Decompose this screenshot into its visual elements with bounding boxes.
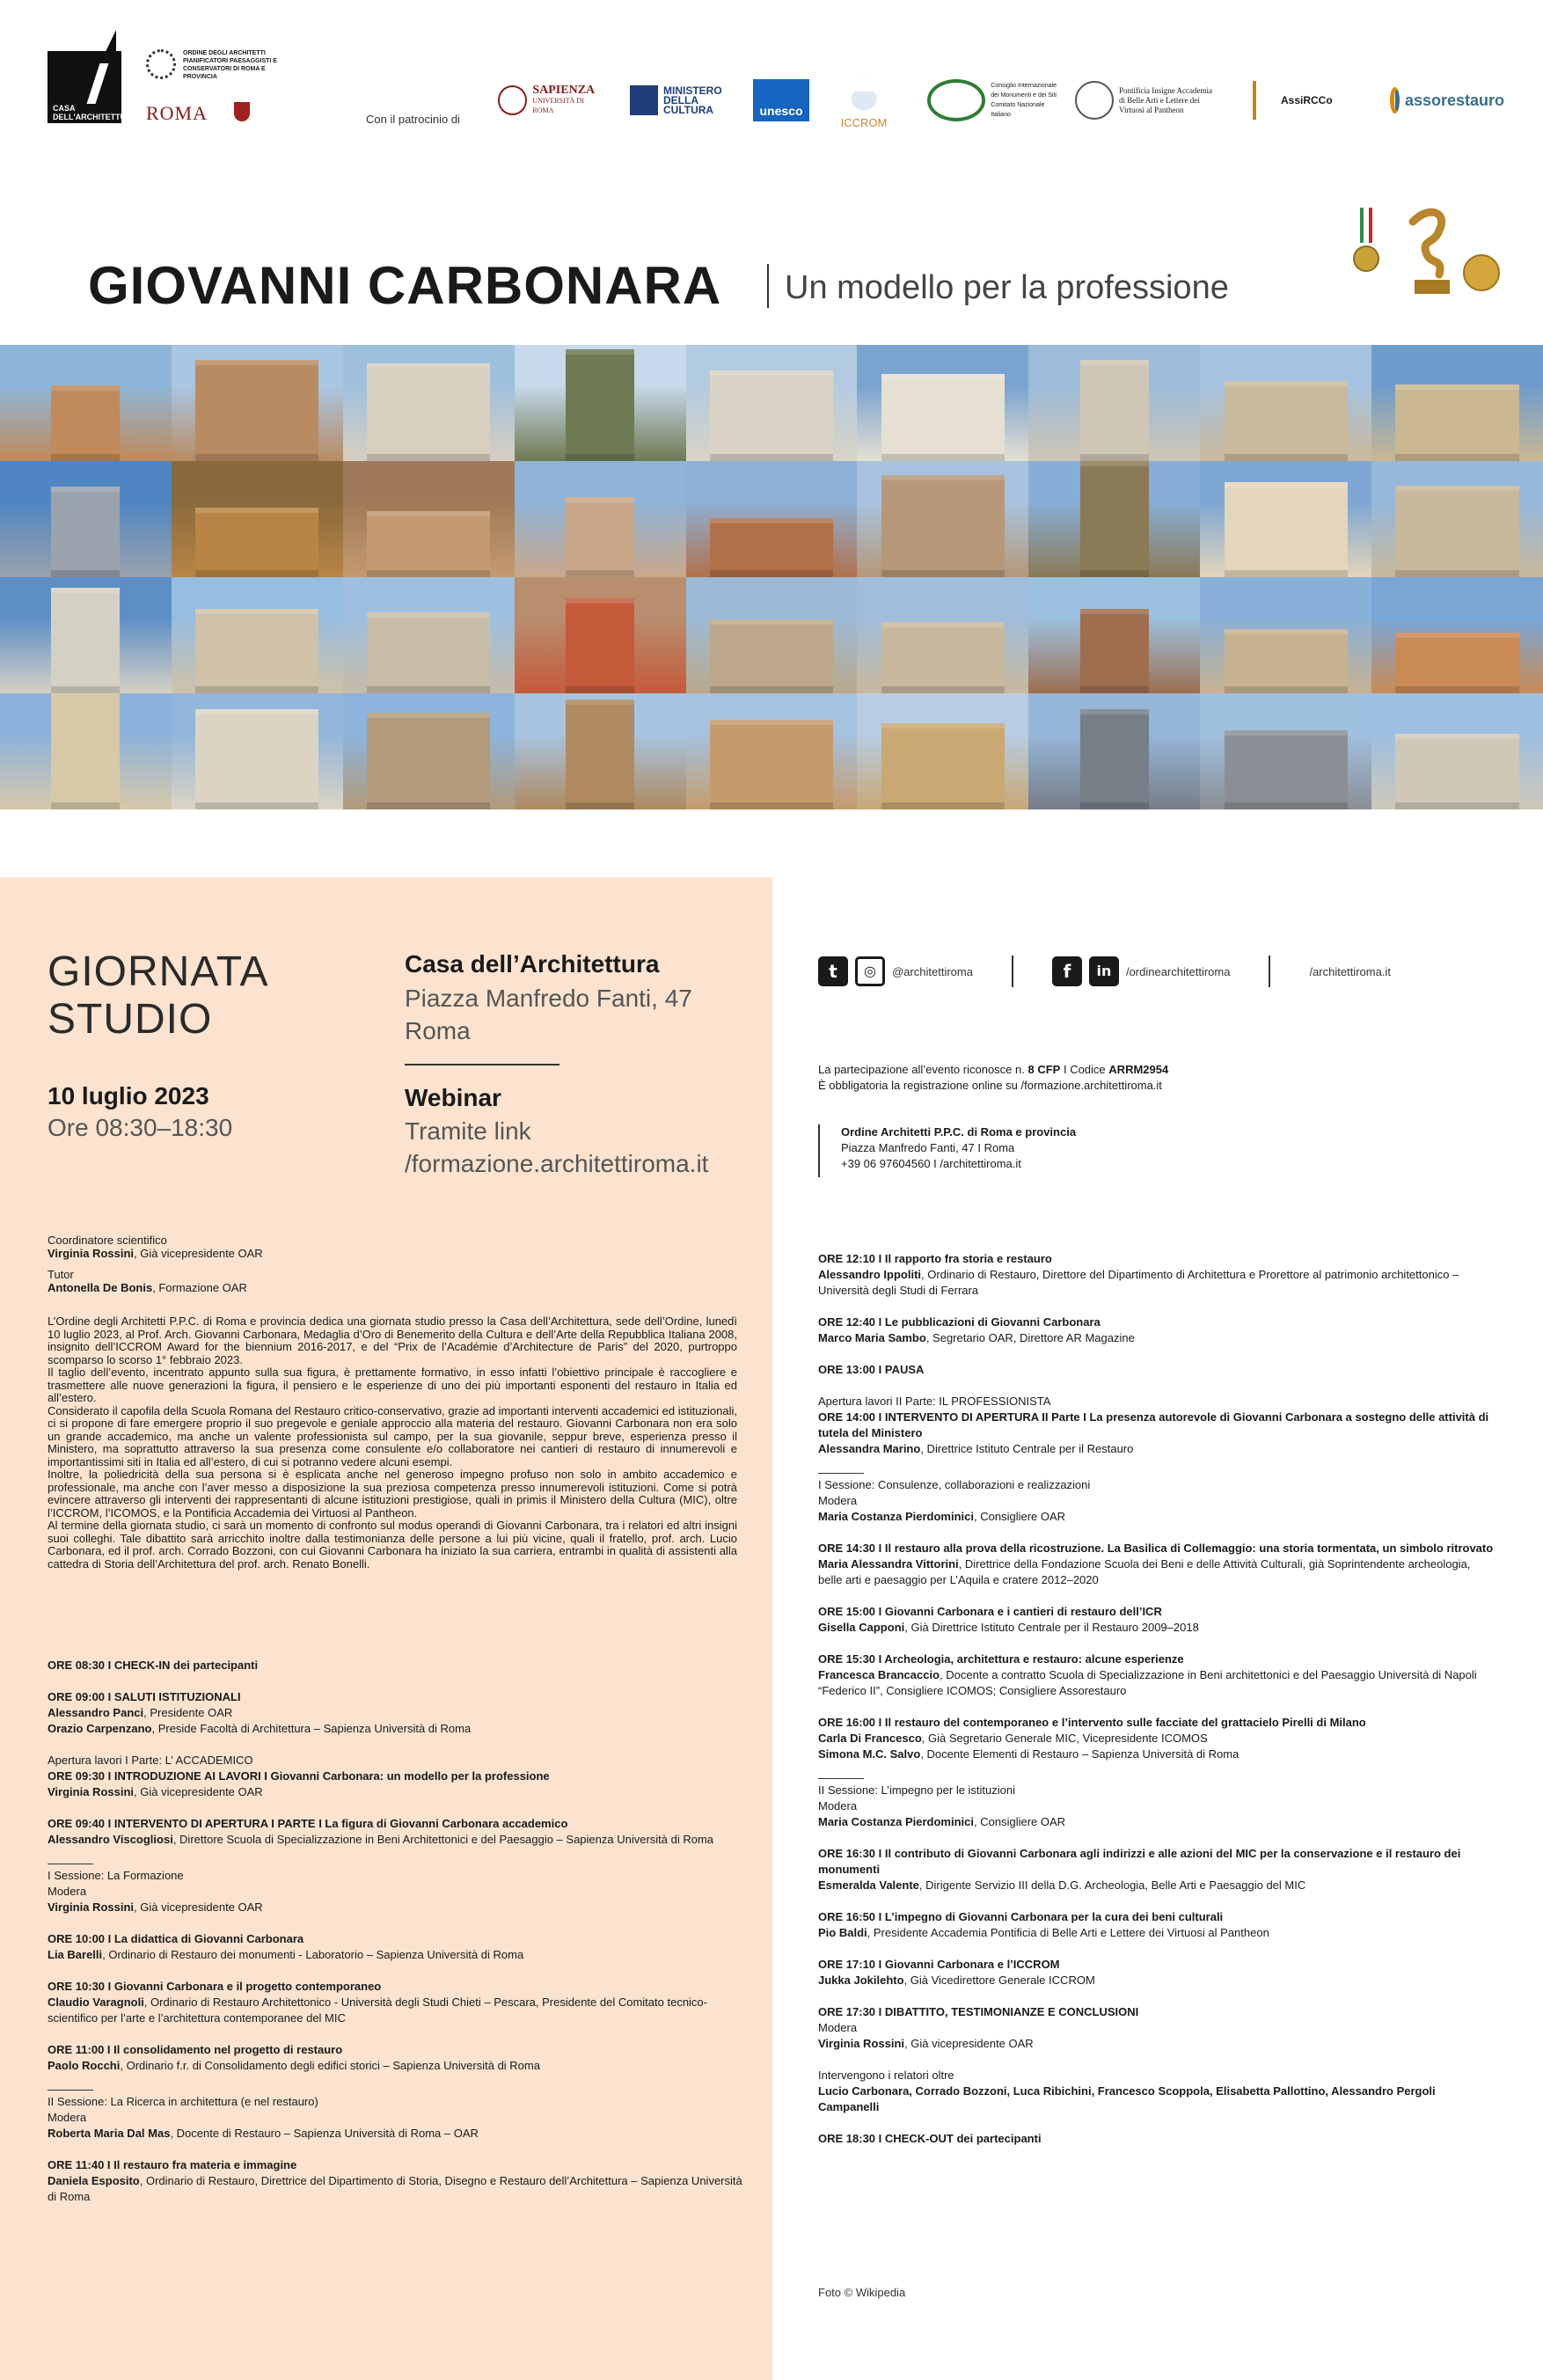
building-shape [1225,381,1348,461]
assircco-logo: AssiRCCo [1253,72,1371,128]
building-shape [1395,384,1518,461]
speaker-name: Maria Costanza Pierdominici [818,1510,974,1523]
speaker-line [48,1784,742,1800]
speaker-line [818,2036,1495,2052]
ordine-contact: Ordine Architetti P.P.C. di Roma e provincia Piazza Manfredo Fanti, 47 I Roma +39 06 97604560 I /architettiroma.it [818,1124,1210,1177]
speaker-name: Maria Costanza Pierdominici [818,1815,974,1828]
photo-tile [1200,345,1371,461]
medals-icon [1351,204,1501,301]
building-shape [1225,482,1348,577]
speaker-line [818,1747,1495,1762]
photo-tile [1200,461,1371,577]
moderator-label: Modera [818,1494,858,1507]
photo-tile [1028,345,1200,461]
program-left-column [48,1658,742,2221]
speaker-name: Daniela Esposito [48,2174,140,2187]
building-shape [566,598,634,693]
speaker-line [818,1731,1495,1747]
photo-tile [686,577,858,693]
speaker-role: , Consigliere OAR [974,1815,1066,1828]
building-shape [566,349,634,461]
speaker-line [818,1878,1495,1893]
speaker-name: Lia Barelli [48,1948,103,1961]
building-shape [367,612,490,693]
speaker-name: Virginia Rossini [48,1785,135,1798]
program-item [818,1473,1495,1525]
speaker-name: Orazio Carpenzano [48,1722,152,1735]
photo-tile [172,693,343,809]
speaker-name: Gisella Capponi [818,1621,905,1634]
speaker-role: , Ordinario di Restauro Architettonico - Università degli Studi Chieti – Pescara, Presidente del Comitato tecnico-scientifico per l’arte e l’architettura contemporanee del MIC [48,1996,707,2025]
oar-emblem-icon [146,49,176,79]
speaker-name: Francesca Brancaccio [818,1668,940,1681]
social-divider [1012,956,1013,987]
photo-tile [857,693,1028,809]
oar-logo: ORDINE DEGLI ARCHITETTI PIANIFICATORI PAESAGGISTI E CONSERVATORI DI ROMA E PROVINCIA ROMA [146,50,277,124]
program-item [818,1541,1495,1588]
program-title: ORE 09:40 I INTERVENTO DI APERTURA I PARTE I La figura di Giovanni Carbonara accademico [48,1817,568,1830]
session-rule [818,1778,864,1779]
speaker-line [818,1556,1495,1588]
speaker-line [818,1267,1495,1299]
speaker-role: , Direttrice della Fondazione Scuola dei Beni e delle Attività Culturali, già Soprintendente archeologia, belle arti e paesaggio per L’Aquila e cratere 2012–2020 [818,1557,1471,1586]
session-label: Intervengono i relatori oltre [818,2069,954,2082]
photo-tile [1028,693,1200,809]
speaker-line [48,1947,742,1963]
speaker-role: , Ordinario di Restauro, Direttore del Dipartimento di Architettura e Prorettore al patrimonio architettonico – Università degli Studi di Ferrara [818,1268,1459,1297]
speaker-role: , Già vicepresidente OAR [134,1785,263,1798]
speaker-role: , Ordinario di Restauro, Direttrice del Dipartimento di Storia, Disegno e Restauro dell’Architettura – Sapienza Università di Roma [48,2174,742,2203]
speaker-name: Marco Maria Sambo [818,1331,926,1344]
speaker-role: , Docente Elementi di Restauro – Sapienza Università di Roma [920,1747,1240,1761]
photo-tile [0,461,172,577]
speaker-line [48,1705,742,1721]
program-item [818,1846,1495,1893]
social-handle-1[interactable]: @architettiroma [892,964,973,978]
photo-tile [343,345,515,461]
speaker-name: Carla Di Francesco [818,1732,922,1745]
photo-tile [343,693,515,809]
intro-text: L’Ordine degli Architetti P.P.C. di Roma e provincia dedica una giornata studio presso la Casa dell’Architettura, sede dell’Ordine, lunedì 10 luglio 2023, al Prof. Arch. Giovanni Carbonara, Medaglia d’Oro di Benemerito della Cultura e dell’Arte della Repubblica Italiana 2008, insignito dell’ICCROM Award for the biennium 2016-2017, e del “Prix de l’Académie d’Architecture de Paris” del 2020, purtroppo scomparso lo scorso 1° febbraio 2023. Il taglio dell’evento, incentrato appunto sulla sua figura, è prettamente formativo, in esso infatti l’obiettivo principale è raccogliere e trasmettere alle nuove generazioni la figura, il pensiero e le esperienze di uno dei più importanti esponenti del restauro in Italia ed all’estero. Considerato il capofila della Scuola Romana del Restauro critico-conservativo, grazie ad importanti interventi accademici ed istituzionali, ci si propone di fare emergere proprio il suo pregevole e geniale approccio alla materia del restauro. Giovanni Carbonara non era solo un grande accademico, ma anche un valente professionista sul campo, per la sua giovanile, seppur breve, esperienza presso il Ministero, ma soprattutto attraverso la sua presenza come consulente e/o collaboratore nei cantieri di restauro di innumerevoli e importantissimi siti in Italia ed all’estero, di cui si potranno vedere alcuni esempi. Inoltre, la poliedricità della sua persona si è esplicata anche nel generoso impegno profuso non solo in ambito accademico e professionale, ma anche con l’aver messo a disposizione la sua preziosa competenza presso innumerevoli istituzioni. Come si potrà evincere attraverso gli interventi dei rappresentanti di alcune istituzioni prestigiose, quali in primis il Ministero della Cultura (MIC), oltre l’ICCROM, l’ICOMOS, e la Pontificia Accademia dei Virtuosi al Pantheon. Al termine della giornata studio, ci sarà un momento di confronto sul modus operandi di Giovanni Carbonara, tra i relatori ed altri insigni suoi colleghi. Tale dibattito sarà arricchito inoltre dalla testimonianza delle persone a lui più vicine, quali il fratello, prof. arch. Lucio Carbonara, ed il prof. arch. Corrado Bozzoni, con cui Giovanni Carbonara ha iniziato la sua carriera, entrambi in qualità di assistenti alla cattedra di Storia dell’Architettura del prof. arch. Renato Bonelli. [48,1314,737,1571]
speaker-role: , Docente di Restauro – Sapienza Università di Roma – OAR [170,2127,479,2140]
social-divider [1269,956,1270,987]
part-label: Apertura lavori I Parte: L’ ACCADEMICO [48,1754,253,1767]
photo-tile [1200,577,1371,693]
speaker-name: Alessandro Ippoliti [818,1268,922,1281]
social-bar [818,956,1391,987]
building-shape [51,385,120,461]
photo-tile [1028,577,1200,693]
program-item [818,1251,1495,1299]
program-title: ORE 17:10 I Giovanni Carbonara e l’ICCROM [818,1958,1060,1971]
program-title: ORE 15:30 I Archeologia, architettura e restauro: alcune esperienze [818,1652,1184,1666]
building-shape [710,518,833,577]
building-shape [367,511,490,577]
linkedin-icon[interactable]: in [1089,956,1119,986]
building-shape [195,609,318,693]
speaker-name: Simona M.C. Salvo [818,1747,921,1761]
program-item [48,1864,742,1915]
building-shape [566,699,634,809]
speaker-role: , Direttrice Istituto Centrale per il Restauro [920,1442,1134,1455]
building-shape [1080,360,1149,461]
program-title: ORE 18:30 I CHECK-OUT dei partecipanti [818,2132,1042,2145]
session-label: I Sessione: La Formazione [48,1869,184,1882]
photo-tile [0,577,172,693]
speaker-name: Pio Baldi [818,1926,867,1939]
program-item [48,2090,742,2142]
moderator-label: Modera [48,2111,87,2124]
photo-credit: Foto © Wikipedia [818,2286,906,2299]
building-shape [1080,609,1149,693]
speaker-name: Esmeralda Valente [818,1878,919,1892]
iccrom-logo: ICCROM [832,72,904,128]
program-title: ORE 11:40 I Il restauro fra materia e immagine [48,2158,297,2171]
photo-tile [1371,577,1543,693]
photo-tile [686,693,858,809]
coordination-block: Coordinatore scientifico Virginia Rossini, Già vicepresidente OAR Tutor Antonella De Bonis, Formazione OAR [48,1234,263,1294]
speaker-line [818,1509,1495,1525]
building-shape [367,713,490,809]
speaker-role: , Già Direttrice Istituto Centrale per il Restauro 2009–2018 [904,1621,1199,1634]
page-title: GIOVANNI CARBONARA [88,256,722,315]
program-title: ORE 16:50 I L’impegno di Giovanni Carbonara per la cura dei beni culturali [818,1910,1224,1923]
part-label: Apertura lavori II Parte: IL PROFESSIONISTA [818,1395,1051,1408]
photo-tile [0,693,172,809]
photo-tile [515,345,686,461]
speaker-role: , Segretario OAR, Direttore AR Magazine [925,1331,1135,1344]
photo-tile [1371,461,1543,577]
twitter-icon[interactable]: t [818,956,848,986]
social-handle-2[interactable]: /ordinearchitettiroma [1125,964,1231,978]
icomos-logo: Consiglio Internazionale dei Monumenti e dei Siti Comitato Nazionale Italiano [927,72,1059,128]
photo-tile [1200,693,1371,809]
speaker-name: Virginia Rossini [818,2037,905,2050]
program-item [48,1753,742,1800]
photo-tile [686,345,858,461]
program-item [48,2042,742,2074]
speaker-line [48,1832,742,1848]
speaker-role: , Già vicepresidente OAR [134,1900,263,1914]
speaker-line [48,1721,742,1737]
photo-tile [172,461,343,577]
moderator-label: Modera [818,2021,858,2034]
building-shape [710,370,833,461]
program-title: ORE 16:30 I Il contributo di Giovanni Carbonara agli indirizzi e alle azioni del MIC per la conservazione e il restauro dei monumenti [818,1847,1461,1876]
session-label: II Sessione: L’impegno per le istituzioni [818,1783,1016,1797]
speaker-line [48,1900,742,1915]
program-item [48,1658,742,1673]
instagram-icon[interactable]: ◎ [855,956,885,986]
program-title: ORE 08:30 I CHECK-IN dei partecipanti [48,1659,259,1672]
patrocinio-label: Con il patrocinio di [366,113,460,126]
program-title: ORE 10:00 I La didattica di Giovanni Carbonara [48,1932,304,1945]
building-shape [881,622,1005,693]
session-rule [818,1473,864,1474]
photo-tile [172,577,343,693]
photo-tile [515,693,686,809]
speaker-line [818,1441,1495,1457]
building-shape [51,487,120,577]
photo-tile [1371,693,1543,809]
program-title: ORE 12:40 I Le pubblicazioni di Giovanni Carbonara [818,1315,1101,1329]
speaker-role: , Direttore Scuola di Specializzazione in Beni Architettonici e del Paesaggio – Sapienza Università di Roma [172,1833,714,1846]
page-subtitle: Un modello per la professione [785,269,1229,306]
building-shape [1395,734,1518,809]
moderator-label: Modera [48,1885,87,1898]
webinar-label: Webinar [405,1084,501,1111]
program-item [48,1816,742,1848]
building-shape [1225,730,1348,809]
speaker-name: Lucio Carbonara, Corrado Bozzoni, Luca Ribichini, Francesco Scoppola, Elisabetta Pallottino, Alessandro Pergoli Campanelli [818,2084,1436,2113]
speaker-line [48,2173,742,2205]
building-shape [1395,486,1518,577]
photo-tile [857,577,1028,693]
speaker-name: Claudio Varagnoli [48,1996,144,2009]
speaker-role: , Ordinario di Restauro dei monumenti - Laboratorio – Sapienza Università di Roma [102,1948,524,1961]
ministero-cultura-logo: MINISTERO DELLA CULTURA [630,72,732,128]
virtuosi-pantheon-logo: Pontificia Insigne Accademia di Belle Arti e Lettere dei Virtuosi al Pantheon [1075,72,1216,128]
program-item [818,1957,1495,1988]
social-handle-3[interactable]: /architettiroma.it [1309,964,1391,978]
building-shape [566,497,634,577]
building-shape [195,360,318,461]
speaker-name: Alessandra Marino [818,1442,921,1455]
speaker-role: , Preside Facoltà di Architettura – Sapienza Università di Roma [151,1722,472,1735]
program-item [48,2157,742,2205]
building-shape [367,363,490,461]
speaker-line [48,1995,742,2026]
program-item [818,1778,1495,1830]
speaker-line [818,1925,1495,1941]
speaker-line [818,2083,1495,2115]
program-item [818,2131,1495,2147]
speaker-line [48,2058,742,2074]
speaker-line [818,1330,1495,1346]
building-shape [51,693,120,809]
program-title: ORE 14:30 I Il restauro alla prova della ricostruzione. La Basilica di Collemaggio: una storia tormentata, un simbolo ritrovato [818,1542,1494,1555]
photo-tile [857,345,1028,461]
speaker-line [818,1814,1495,1830]
program-item [818,2004,1495,2052]
building-shape [195,709,318,809]
speaker-name: Alessandro Panci [48,1706,144,1719]
event-hours: Ore 08:30–18:30 [48,1114,233,1141]
session-label: II Sessione: La Ricerca in architettura (e nel restauro) [48,2095,318,2108]
photo-tile [1028,461,1200,577]
session-label: I Sessione: Consulenze, collaborazioni e realizzazioni [818,1478,1091,1491]
building-shape [1080,461,1149,577]
sapienza-logo: SAPIENZA UNIVERSITÀ DI ROMA [498,72,605,128]
building-shape [1080,709,1149,809]
program-item [818,1715,1495,1762]
speaker-role: , Docente a contratto Scuola di Specializzazione in Beni architettonici e del Paesaggio Università di Napoli “Federico II”, Consigliere ICOMOS; Consigliere Assorestauro [818,1668,1477,1697]
speaker-line [818,1620,1495,1636]
speaker-name: Roberta Maria Dal Mas [48,2127,171,2140]
building-shape [195,508,318,577]
speaker-role: , Presidente OAR [143,1706,233,1719]
giornata-studio-heading: GIORNATA STUDIO [48,948,269,1043]
casa-architettura-logo: CASA DELL'ARCHITETTURA [48,30,128,123]
speaker-name: Alessandro Viscogliosi [48,1833,173,1846]
program-title: ORE 09:00 I SALUTI ISTITUZIONALI [48,1690,241,1703]
program-title: ORE 14:00 I INTERVENTO DI APERTURA II Parte I La presenza autorevole di Giovanni Carbonara a sostegno delle attività di tutela del Ministero [818,1410,1489,1439]
program-item [818,1604,1495,1636]
building-shape [881,723,1005,809]
program-item [48,1931,742,1963]
program-right-column [818,1251,1495,2163]
speaker-role: , Dirigente Servizio III della D.G. Archeologia, Belle Arti e Paesaggio del MIC [918,1878,1306,1892]
cfp-info: La partecipazione all’evento riconosce n. 8 CFP I Codice ARRM2954 È obbligatoria la registrazione online su /formazione.architettiroma.it [818,1063,1169,1092]
event-date: 10 luglio 2023 [48,1082,209,1109]
speaker-line [818,1973,1495,1988]
venue-name: Casa dell’Architettura [405,950,660,978]
program-item [818,1394,1495,1457]
speaker-name: Virginia Rossini [48,1900,135,1914]
venue-address: Piazza Manfredo Fanti, 47 Roma [405,985,692,1044]
photo-tile [857,461,1028,577]
program-title: ORE 10:30 I Giovanni Carbonara e il progetto contemporaneo [48,1980,382,1993]
moderator-label: Modera [818,1799,858,1812]
program-title: ORE 09:30 I INTRODUZIONE AI LAVORI I Giovanni Carbonara: un modello per la professione [48,1769,550,1783]
speaker-name: Paolo Rocchi [48,2059,121,2072]
speaker-line [48,2126,742,2142]
building-shape [881,374,1005,461]
program-title: ORE 12:10 I Il rapporto fra storia e restauro [818,1252,1052,1265]
webinar-link[interactable]: Tramite link /formazione.architettiroma.it [405,1117,709,1177]
assorestauro-logo: assorestauro [1390,72,1504,128]
speaker-role: , Consigliere OAR [974,1510,1066,1523]
program-item [818,1362,1495,1378]
photo-tile [343,461,515,577]
session-rule [48,2090,93,2091]
program-item [48,1689,742,1737]
speaker-role: , Ordinario f.r. di Consolidamento degli edifici storici – Sapienza Università di Roma [120,2059,540,2072]
unesco-logo: unesco [753,72,811,128]
program-item [818,1651,1495,1699]
program-title: ORE 15:00 I Giovanni Carbonara e i cantieri di restauro dell’ICR [818,1605,1162,1618]
program-title: ORE 11:00 I Il consolidamento nel progetto di restauro [48,2043,343,2056]
program-item [818,1314,1495,1346]
speaker-name: Jukka Jokilehto [818,1974,904,1987]
photo-tile [1371,345,1543,461]
venue-divider [405,1064,559,1066]
building-shape [710,619,833,693]
building-shape [710,720,833,809]
photo-tile [686,461,858,577]
program-item [818,2068,1495,2115]
speaker-role: , Già vicepresidente OAR [904,2037,1034,2050]
program-title: ORE 16:00 I Il restauro del contemporaneo e l’intervento sulle facciate del grattacielo Pirelli di Milano [818,1716,1366,1729]
photo-tile [172,345,343,461]
building-shape [1225,629,1348,693]
photo-tile [0,345,172,461]
program-title: ORE 13:00 I PAUSA [818,1363,925,1376]
architecture-photo-grid [0,345,1543,809]
roma-shield-icon [234,102,250,121]
building-shape [1395,633,1518,693]
photo-tile [515,577,686,693]
photo-tile [515,461,686,577]
speaker-name: Maria Alessandra Vittorini [818,1557,959,1571]
program-item [48,1979,742,2026]
speaker-line [818,1667,1495,1699]
speaker-role: , Già Segretario Generale MIC, Vicepresidente ICOMOS [921,1732,1208,1745]
speaker-role: , Già Vicedirettore Generale ICCROM [903,1974,1095,1987]
facebook-icon[interactable]: f [1052,956,1082,986]
building-shape [51,588,120,693]
building-shape [881,475,1005,577]
program-item [818,1909,1495,1941]
program-title: ORE 17:30 I DIBATTITO, TESTIMONIANZE E CONCLUSIONI [818,2005,1139,2018]
photo-tile [343,577,515,693]
speaker-role: , Presidente Accademia Pontificia di Belle Arti e Lettere dei Virtuosi al Pantheon [867,1926,1269,1939]
